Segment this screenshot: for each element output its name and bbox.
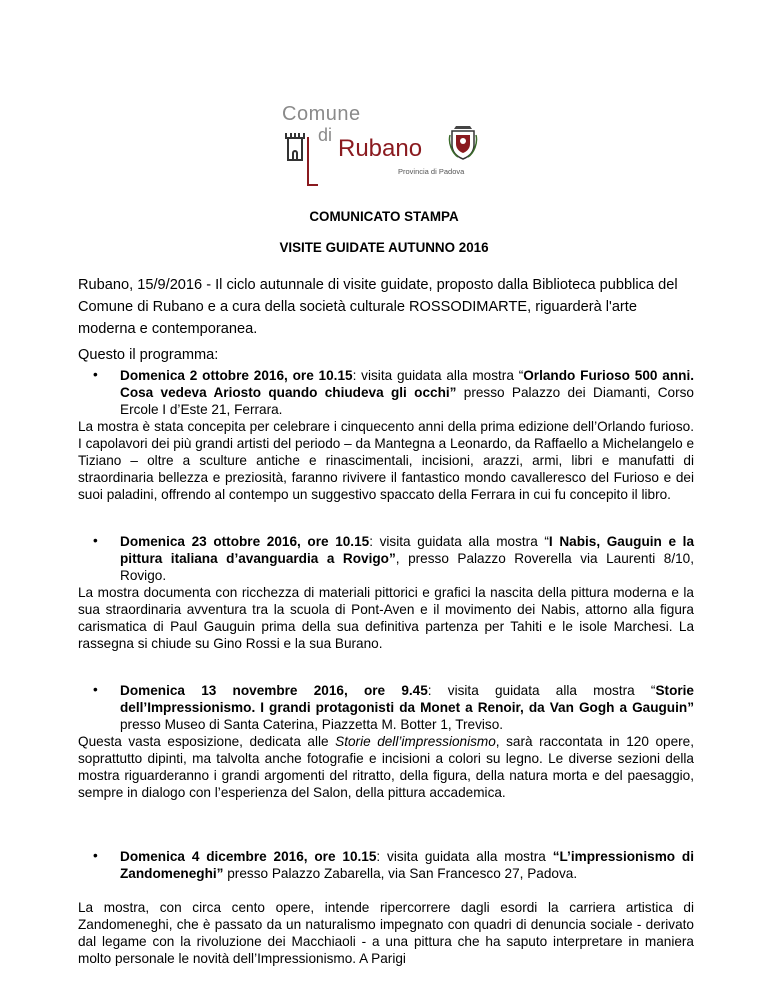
event-3-title: Storie dell’Impressionismo. I grandi protagonisti da Monet a Renoir, da Van Gogh a Gauguin” [120, 683, 694, 715]
logo-rubano-text: Rubano [338, 135, 423, 162]
logo-provincia-text: Provincia di Padova [398, 167, 465, 176]
event-2-venue: , presso Palazzo Roverella via Laurenti 8/10, Rovigo. [120, 551, 694, 583]
event-2-description: La mostra documenta con ricchezza di materiali pittorici e grafici la nascita della pittura moderna e la sua straordinaria avventura tra la scuola di Pont-Aven e il movimento dei Nabis, attorno alla figura carismatica di Paul Gauguin prima della sua definitiva partenza per Tahiti e le isole Marchesi. La rassegna si chiude su Gino Rossi e la sua Burano. [78, 585, 694, 651]
logo-comune-text: Comune [282, 103, 361, 125]
comunicato-stampa-heading: COMUNICATO STAMPA [309, 209, 459, 224]
event-3-desc-post: , sarà raccontata in 120 opere, soprattutto dipinti, ma talvolta anche fotografie e incisioni a colori su legno. Le diverse sezioni della mostra riguarderanno i grandi argomenti del ritratto, della figura, della natura morta e del paesaggio, sempre in dialogo con l’esperienza del Salon, della pittura accademica. [78, 734, 694, 800]
intro-paragraph: Rubano, 15/9/2016 - Il ciclo autunnale di visite guidate, proposto dalla Biblioteca pubblica del Comune di Rubano e a cura della società culturale ROSSODIMARTE, riguarderà l'arte moderna e contemporanea. [78, 277, 678, 337]
event-4-description: La mostra, con circa cento opere, intende ripercorrere dagli esordi la carriera artistica di Zandomeneghi, che è passato da un naturalismo impegnato con quadri di denuncia sociale - derivato dal legame con la rivoluzione dei Macchiaoli - a una pittura che ha saputo interpretare in maniera molto personale le novità dell’Impressionismo. A Parigi [78, 900, 694, 966]
event-bullet: • [93, 848, 98, 863]
event-3-desc-pre: Questa vasta esposizione, dedicata alle [78, 734, 336, 749]
event-1-item [120, 367, 694, 418]
event-1-pre: : visita guidata alla mostra “ [352, 368, 524, 383]
event-3-desc-em: Storie dell’impressionismo [335, 734, 496, 749]
tower-icon [284, 131, 306, 163]
logo-di-text: di [318, 125, 333, 145]
event-3-pre: : visita guidata alla mostra “ [427, 683, 656, 698]
programma-label: Questo il programma: [78, 347, 219, 363]
event-4-title: “L’impressionismo di Zandomeneghi” [120, 849, 695, 881]
comune-di-rubano-logo [282, 103, 492, 187]
event-bullet: • [93, 682, 98, 697]
event-2-title: I Nabis, Gauguin e la pittura italiana d’avanguardia a Rovigo” [120, 534, 695, 566]
event-2-pre: : visita guidata alla mostra “ [369, 534, 549, 549]
event-bullet: • [93, 533, 98, 548]
event-3-item [120, 682, 694, 733]
event-3-venue: presso Museo di Santa Caterina, Piazzetta M. Botter 1, Treviso. [120, 717, 504, 732]
event-4-venue: presso Palazzo Zabarella, via San Francesco 27, Padova. [223, 866, 578, 881]
event-4-pre: : visita guidata alla mostra [376, 849, 553, 864]
event-1-date: Domenica 2 ottobre 2016, ore 10.15 [120, 368, 353, 383]
event-4-date: Domenica 4 dicembre 2016, ore 10.15 [120, 849, 377, 864]
event-4-item [120, 848, 694, 882]
event-3-description [78, 733, 694, 801]
event-bullet: • [93, 367, 98, 382]
coat-of-arms-icon [448, 125, 478, 161]
event-1-title: Orlando Furioso 500 anni. Cosa vedeva Ariosto quando chiudeva gli occhi” [120, 368, 695, 400]
event-3-date: Domenica 13 novembre 2016, ore 9.45 [120, 683, 428, 698]
event-2-item [120, 533, 694, 584]
event-1-description: La mostra è stata concepita per celebrare i cinquecento anni della prima edizione dell’Orlando furioso. I capolavori dei più grandi artisti del periodo – da Mantegna a Leonardo, da Raffaello a Michelangelo e Tiziano – oltre a sculture antiche e rinascimentali, incisioni, arazzi, armi, libri e manufatti di straordinaria bellezza e preziosità, faranno rivivere il fantastico mondo cavalleresco del Furioso e dei suoi paladini, offrendo al contempo un suggestivo spaccato della Ferrara in cui fu concepito il libro. [78, 419, 694, 502]
event-1-venue: presso Palazzo dei Diamanti, Corso Ercole I d’Este 21, Ferrara. [120, 385, 694, 417]
visite-guidate-heading: VISITE GUIDATE AUTUNNO 2016 [279, 240, 489, 255]
event-2-date: Domenica 23 ottobre 2016, ore 10.15 [120, 534, 370, 549]
red-divider-icon [306, 137, 318, 187]
